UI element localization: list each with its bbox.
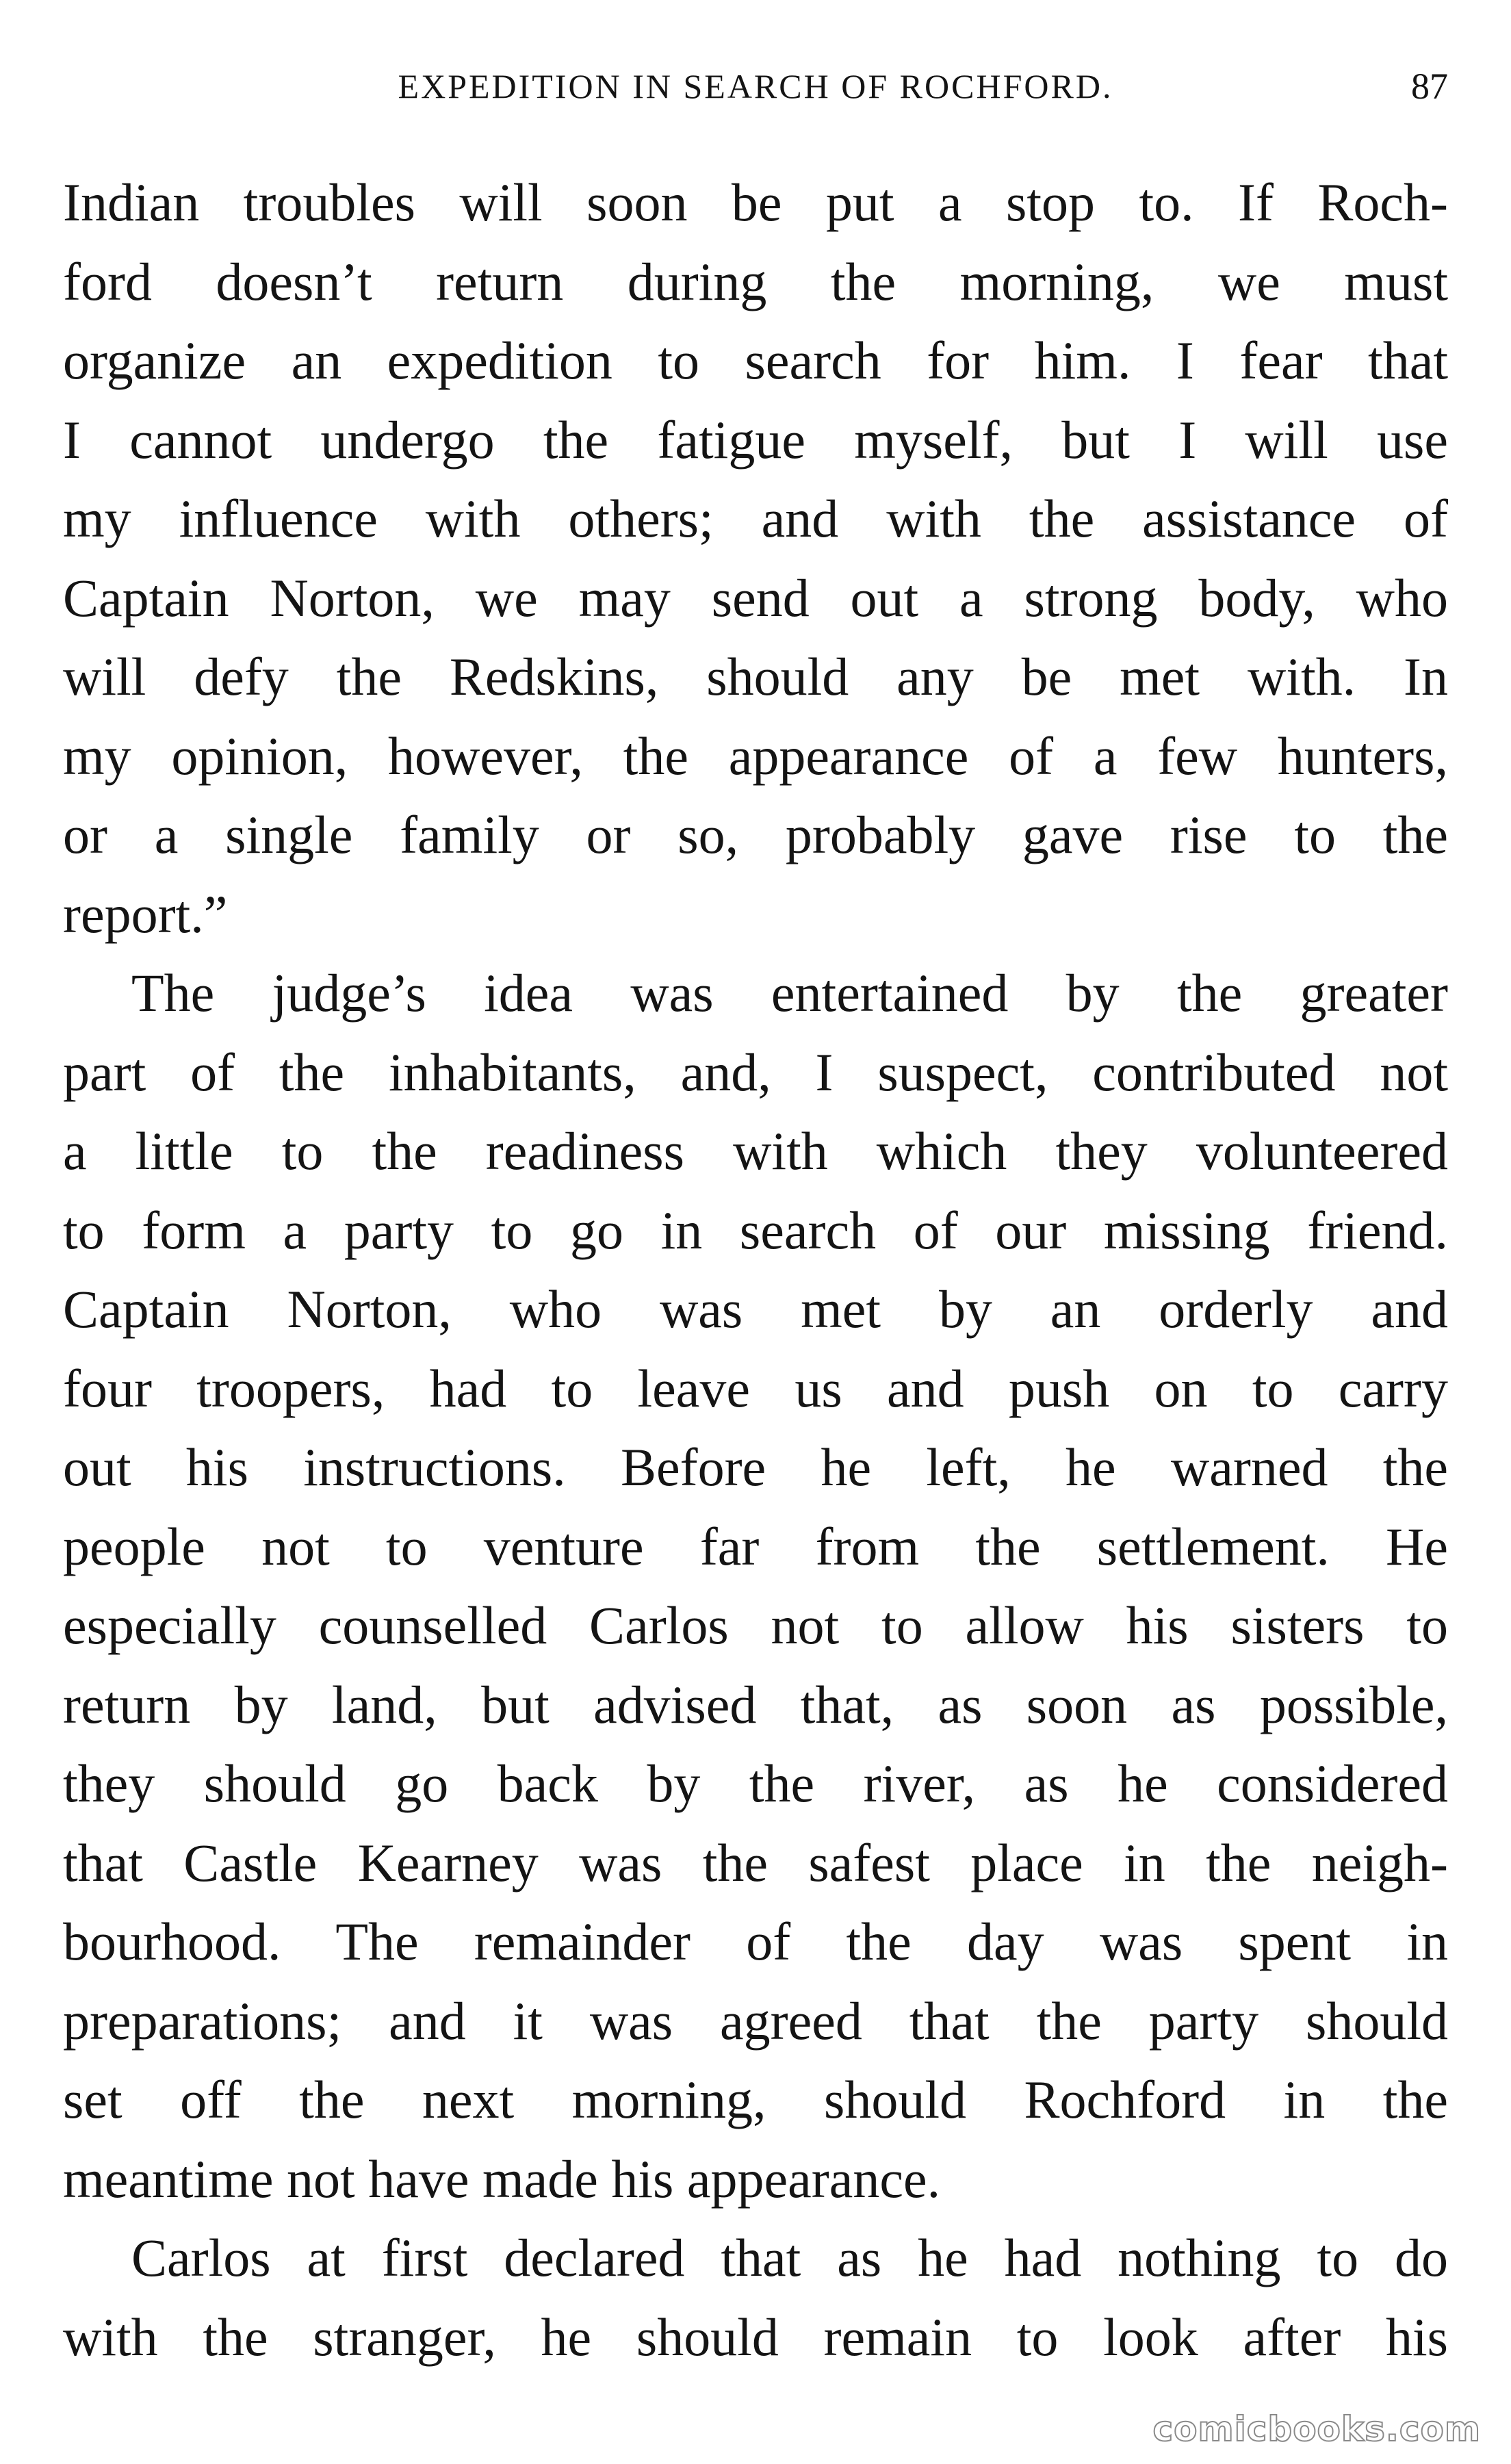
text-line: that Castle Kearney was the safest place in the neigh- <box>63 1832 1448 1892</box>
text-line: bourhood. The remainder of the day was spent in <box>63 1912 1448 1971</box>
text-line: people not to venture far from the settlement. He <box>63 1516 1448 1576</box>
text-line: especially counselled Carlos not to allow his sisters to <box>63 1595 1448 1655</box>
text-line: a little to the readiness with which they volunteered <box>63 1121 1448 1181</box>
text-line: I cannot undergo the fatigue myself, but I will use <box>63 409 1448 470</box>
text-line: organize an expedition to search for him. I fear that <box>63 331 1448 390</box>
text-line: The judge’s idea was entertained by the greater <box>131 963 1448 1023</box>
paragraph <box>63 2218 1448 2376</box>
text-line: meantime not have made his appearance. <box>63 2148 941 2209</box>
watermark: comicbooks.com <box>1152 2409 1481 2449</box>
text-line: return by land, but advised that, as soon as possible, <box>63 1674 1448 1734</box>
text-line: part of the inhabitants, and, I suspect, contributed not <box>63 1042 1448 1102</box>
paragraph <box>63 163 1448 953</box>
paragraph <box>63 953 1448 2218</box>
text-line: to form a party to go in search of our missing friend. <box>63 1200 1448 1260</box>
text-line: with the stranger, he should remain to look after his <box>63 2307 1448 2367</box>
text-line: or a single family or so, probably gave rise to the <box>63 805 1448 864</box>
text-line: will defy the Redskins, should any be met with. In <box>63 647 1448 706</box>
text-line: ford doesn’t return during the morning, we must <box>63 251 1448 311</box>
text-line: they should go back by the river, as he considered <box>63 1754 1448 1813</box>
text-line: four troopers, had to leave us and push on to carry <box>63 1358 1448 1418</box>
text-line: set off the next morning, should Rochford in the <box>63 2070 1448 2129</box>
running-title: EXPEDITION IN SEARCH OF ROCHFORD. <box>398 67 1113 105</box>
text-line: Captain Norton, we may send out a strong body, who <box>63 567 1448 628</box>
page-number: 87 <box>1411 66 1448 107</box>
text-line: my influence with others; and with the assistance of <box>63 489 1448 548</box>
text-line: Indian troubles will soon be put a stop to. If Roch- <box>63 172 1448 232</box>
text-line: report.” <box>63 884 228 944</box>
text-line: my opinion, however, the appearance of a few hunters, <box>63 726 1448 786</box>
running-head <box>63 59 1448 114</box>
text-line: Captain Norton, who was met by an orderly and <box>63 1279 1448 1339</box>
text-line: preparations; and it was agreed that the party should <box>63 1990 1448 2051</box>
text-line: out his instructions. Before he left, he warned the <box>63 1437 1448 1497</box>
body-text <box>63 163 1448 2376</box>
text-line: Carlos at first declared that as he had nothing to do <box>131 2228 1448 2287</box>
